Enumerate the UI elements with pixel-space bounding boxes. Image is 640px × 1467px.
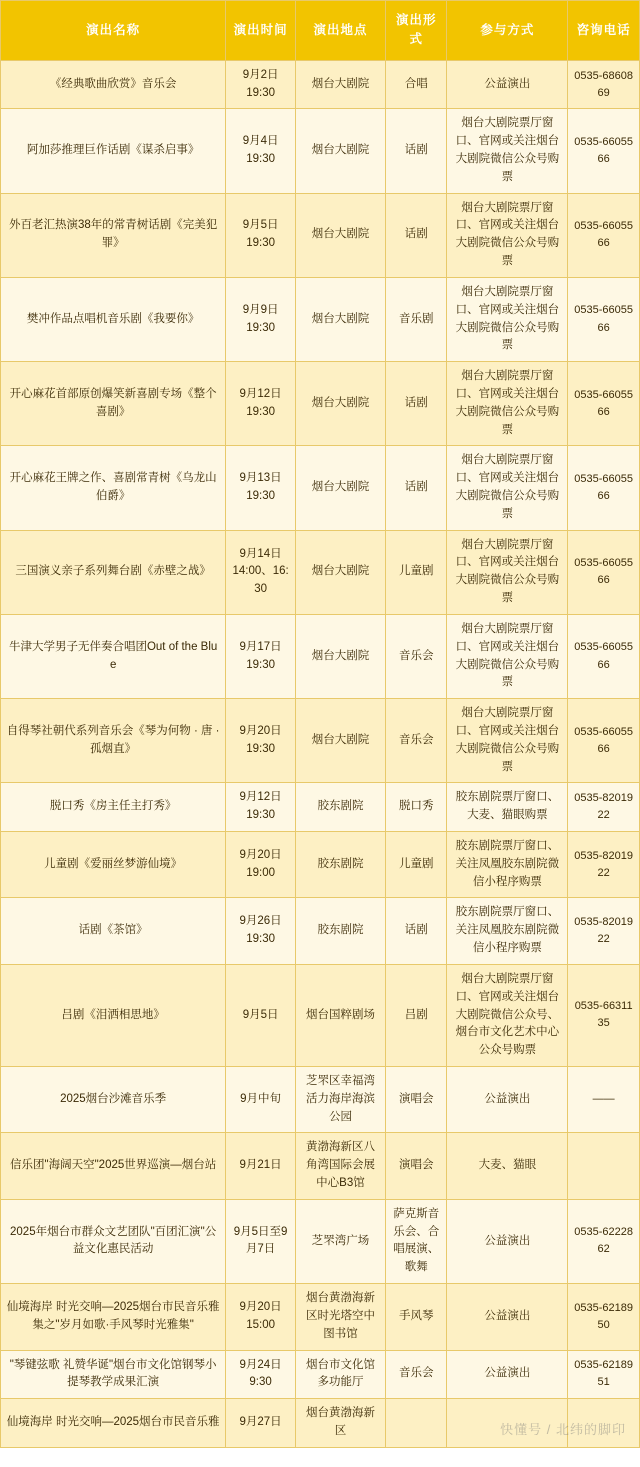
performance-form: 音乐会: [386, 1350, 447, 1399]
performance-phone: 0535-6631135: [568, 964, 640, 1066]
table-row: [1, 832, 640, 898]
performance-venue: 烟台大剧院: [295, 362, 385, 446]
performance-method: 大麦、猫眼: [447, 1133, 568, 1199]
watermark-text: 快懂号 / 北纬的脚印: [500, 1421, 626, 1437]
performance-venue: 烟台大剧院: [295, 530, 385, 614]
performance-method: 胶东剧院票厅窗口、大麦、猫眼购票: [447, 783, 568, 832]
table-row: [1, 1350, 640, 1399]
performance-venue: 烟台市文化馆多功能厅: [295, 1350, 385, 1399]
performance-name: 樊冲作品点唱机音乐剧《我要你》: [1, 277, 226, 361]
performance-phone: 0535-6222862: [568, 1199, 640, 1283]
performance-form: 合唱: [386, 60, 447, 109]
performance-method: 胶东剧院票厅窗口、关注凤凰胶东剧院微信小程序购票: [447, 898, 568, 964]
performance-name: 外百老汇热演38年的常青树话剧《完美犯罪》: [1, 193, 226, 277]
performance-phone: 0535-8201922: [568, 898, 640, 964]
performance-name: 2025烟台沙滩音乐季: [1, 1066, 226, 1132]
performance-venue: 芝罘区幸福湾活力海岸海滨公园: [295, 1066, 385, 1132]
performance-method: 公益演出: [447, 1350, 568, 1399]
table-row: [1, 699, 640, 783]
performance-form: 话剧: [386, 109, 447, 193]
performance-form: 儿童剧: [386, 832, 447, 898]
performance-time: 9月20日 19:30: [226, 699, 296, 783]
performance-name: 牛津大学男子无伴奏合唱团Out of the Blue: [1, 614, 226, 698]
table-row: [1, 362, 640, 446]
performance-time: 9月20日 15:00: [226, 1284, 296, 1350]
performance-venue: 胶东剧院: [295, 783, 385, 832]
performance-phone: 0535-6218950: [568, 1284, 640, 1350]
performance-method: 烟台大剧院票厅窗口、官网或关注烟台大剧院微信公众号购票: [447, 530, 568, 614]
table-row: [1, 1399, 640, 1448]
performance-time: 9月27日: [226, 1399, 296, 1448]
table-row: [1, 1284, 640, 1350]
table-body: [1, 60, 640, 1447]
performance-form: 萨克斯音乐会、合唱展演、歌舞: [386, 1199, 447, 1283]
performance-venue: 烟台大剧院: [295, 614, 385, 698]
performance-method: 烟台大剧院票厅窗口、官网或关注烟台大剧院微信公众号购票: [447, 446, 568, 530]
performance-method: 公益演出: [447, 60, 568, 109]
performance-form: 话剧: [386, 193, 447, 277]
performance-name: "琴键弦歌 礼赞华诞"烟台市文化馆钢琴小提琴教学成果汇演: [1, 1350, 226, 1399]
performance-phone: 0535-6605566: [568, 193, 640, 277]
table-row: [1, 60, 640, 109]
performance-time: 9月中旬: [226, 1066, 296, 1132]
performance-name: 开心麻花王牌之作、喜剧常青树《乌龙山伯爵》: [1, 446, 226, 530]
performance-method: 烟台大剧院票厅窗口、官网或关注烟台大剧院微信公众号购票: [447, 614, 568, 698]
performance-name: 信乐团"海阔天空"2025世界巡演—烟台站: [1, 1133, 226, 1199]
performance-name: 仙境海岸 时光交响—2025烟台市民音乐雅: [1, 1399, 226, 1448]
table-row: [1, 614, 640, 698]
table-row: [1, 530, 640, 614]
performance-time: 9月2日 19:30: [226, 60, 296, 109]
performance-venue: 烟台黄渤海新区时光塔空中图书馆: [295, 1284, 385, 1350]
performance-venue: 芝罘湾广场: [295, 1199, 385, 1283]
column-header-method: 参与方式: [447, 1, 568, 61]
performance-method: 烟台大剧院票厅窗口、官网或关注烟台大剧院微信公众号、烟台市文化艺术中心公众号购票: [447, 964, 568, 1066]
performance-time: 9月12日 19:30: [226, 362, 296, 446]
performance-phone: 0535-6605566: [568, 530, 640, 614]
performance-time: 9月26日 19:30: [226, 898, 296, 964]
table-row: [1, 964, 640, 1066]
performance-time: 9月24日 9:30: [226, 1350, 296, 1399]
performance-phone: 0535-6605566: [568, 109, 640, 193]
performance-method: 烟台大剧院票厅窗口、官网或关注烟台大剧院微信公众号购票: [447, 193, 568, 277]
table-row: [1, 109, 640, 193]
performance-time: 9月12日 19:30: [226, 783, 296, 832]
performance-form: 儿童剧: [386, 530, 447, 614]
performance-method: 烟台大剧院票厅窗口、官网或关注烟台大剧院微信公众号购票: [447, 277, 568, 361]
column-header-time: 演出时间: [226, 1, 296, 61]
performance-name: 脱口秀《房主任主打秀》: [1, 783, 226, 832]
performance-name: 开心麻花首部原创爆笑新喜剧专场《整个喜剧》: [1, 362, 226, 446]
performance-venue: 烟台大剧院: [295, 60, 385, 109]
performance-method: 烟台大剧院票厅窗口、官网或关注烟台大剧院微信公众号购票: [447, 699, 568, 783]
performance-venue: 烟台大剧院: [295, 109, 385, 193]
performance-name: 仙境海岸 时光交响—2025烟台市民音乐雅集之"岁月如歌·手风琴时光雅集": [1, 1284, 226, 1350]
performance-method: 公益演出: [447, 1066, 568, 1132]
performance-time: 9月21日: [226, 1133, 296, 1199]
column-header-form: 演出形式: [386, 1, 447, 61]
performance-venue: 黄渤海新区八角湾国际会展中心B3馆: [295, 1133, 385, 1199]
performance-phone: 0535-6218951: [568, 1350, 640, 1399]
table-row: [1, 446, 640, 530]
performance-form: 手风琴: [386, 1284, 447, 1350]
performance-time: 9月13日 19:30: [226, 446, 296, 530]
performance-name: 吕剧《泪洒相思地》: [1, 964, 226, 1066]
performance-name: 2025年烟台市群众文艺团队"百团汇演"公益文化惠民活动: [1, 1199, 226, 1283]
performance-time: 9月20日 19:00: [226, 832, 296, 898]
performance-name: 自得琴社朝代系列音乐会《琴为何物 · 唐 · 孤烟直》: [1, 699, 226, 783]
performance-form: 音乐会: [386, 614, 447, 698]
performance-phone: 0535-8201922: [568, 783, 640, 832]
table-header: [1, 1, 640, 61]
table-row: [1, 783, 640, 832]
performance-venue: 烟台大剧院: [295, 193, 385, 277]
performance-form: 演唱会: [386, 1066, 447, 1132]
column-header-phone: 咨询电话: [568, 1, 640, 61]
performance-time: 9月17日 19:30: [226, 614, 296, 698]
performance-venue: 烟台国粹剧场: [295, 964, 385, 1066]
table-row: [1, 1133, 640, 1199]
performance-phone: [568, 1133, 640, 1199]
performance-phone: 0535-6605566: [568, 446, 640, 530]
performance-name: 阿加莎推理巨作话剧《谋杀启事》: [1, 109, 226, 193]
performance-time: 9月5日: [226, 964, 296, 1066]
performance-form: 音乐会: [386, 699, 447, 783]
performance-venue: 烟台大剧院: [295, 699, 385, 783]
performance-venue: 胶东剧院: [295, 832, 385, 898]
performance-method: 公益演出: [447, 1199, 568, 1283]
performance-form: 演唱会: [386, 1133, 447, 1199]
performance-name: 儿童剧《爱丽丝梦游仙境》: [1, 832, 226, 898]
performance-name: 《经典歌曲欣赏》音乐会: [1, 60, 226, 109]
performance-method: 公益演出: [447, 1284, 568, 1350]
performance-time: 9月14日 14:00、16:30: [226, 530, 296, 614]
performance-form: 话剧: [386, 446, 447, 530]
table-row: [1, 1066, 640, 1132]
performance-phone: 0535-8201922: [568, 832, 640, 898]
performance-time: 9月5日 19:30: [226, 193, 296, 277]
table-header-row: [1, 1, 640, 61]
performance-form: [386, 1399, 447, 1448]
performance-phone: ——: [568, 1066, 640, 1132]
column-header-venue: 演出地点: [295, 1, 385, 61]
performance-time: 9月4日 19:30: [226, 109, 296, 193]
performance-phone: [568, 1399, 640, 1448]
column-header-name: 演出名称: [1, 1, 226, 61]
performance-phone: 0535-6605566: [568, 699, 640, 783]
table-row: [1, 277, 640, 361]
performance-venue: 胶东剧院: [295, 898, 385, 964]
performance-phone: 0535-6605566: [568, 277, 640, 361]
performance-venue: 烟台大剧院: [295, 446, 385, 530]
performance-name: 三国演义亲子系列舞台剧《赤壁之战》: [1, 530, 226, 614]
performance-form: 音乐剧: [386, 277, 447, 361]
performance-form: 话剧: [386, 362, 447, 446]
performance-method: 烟台大剧院票厅窗口、官网或关注烟台大剧院微信公众号购票: [447, 109, 568, 193]
table-row: [1, 1199, 640, 1283]
performance-form: 吕剧: [386, 964, 447, 1066]
performance-form: 话剧: [386, 898, 447, 964]
performance-method: 胶东剧院票厅窗口、关注凤凰胶东剧院微信小程序购票: [447, 832, 568, 898]
performance-venue: 烟台黄渤海新区: [295, 1399, 385, 1448]
performance-form: 脱口秀: [386, 783, 447, 832]
performance-phone: 0535-6605566: [568, 362, 640, 446]
performance-venue: 烟台大剧院: [295, 277, 385, 361]
performance-time: 9月5日至9月7日: [226, 1199, 296, 1283]
performance-method: [447, 1399, 568, 1448]
performance-time: 9月9日 19:30: [226, 277, 296, 361]
performance-phone: 0535-6605566: [568, 614, 640, 698]
performance-phone: 0535-6860869: [568, 60, 640, 109]
table-row: [1, 898, 640, 964]
performance-name: 话剧《茶馆》: [1, 898, 226, 964]
performance-method: 烟台大剧院票厅窗口、官网或关注烟台大剧院微信公众号购票: [447, 362, 568, 446]
table-row: [1, 193, 640, 277]
